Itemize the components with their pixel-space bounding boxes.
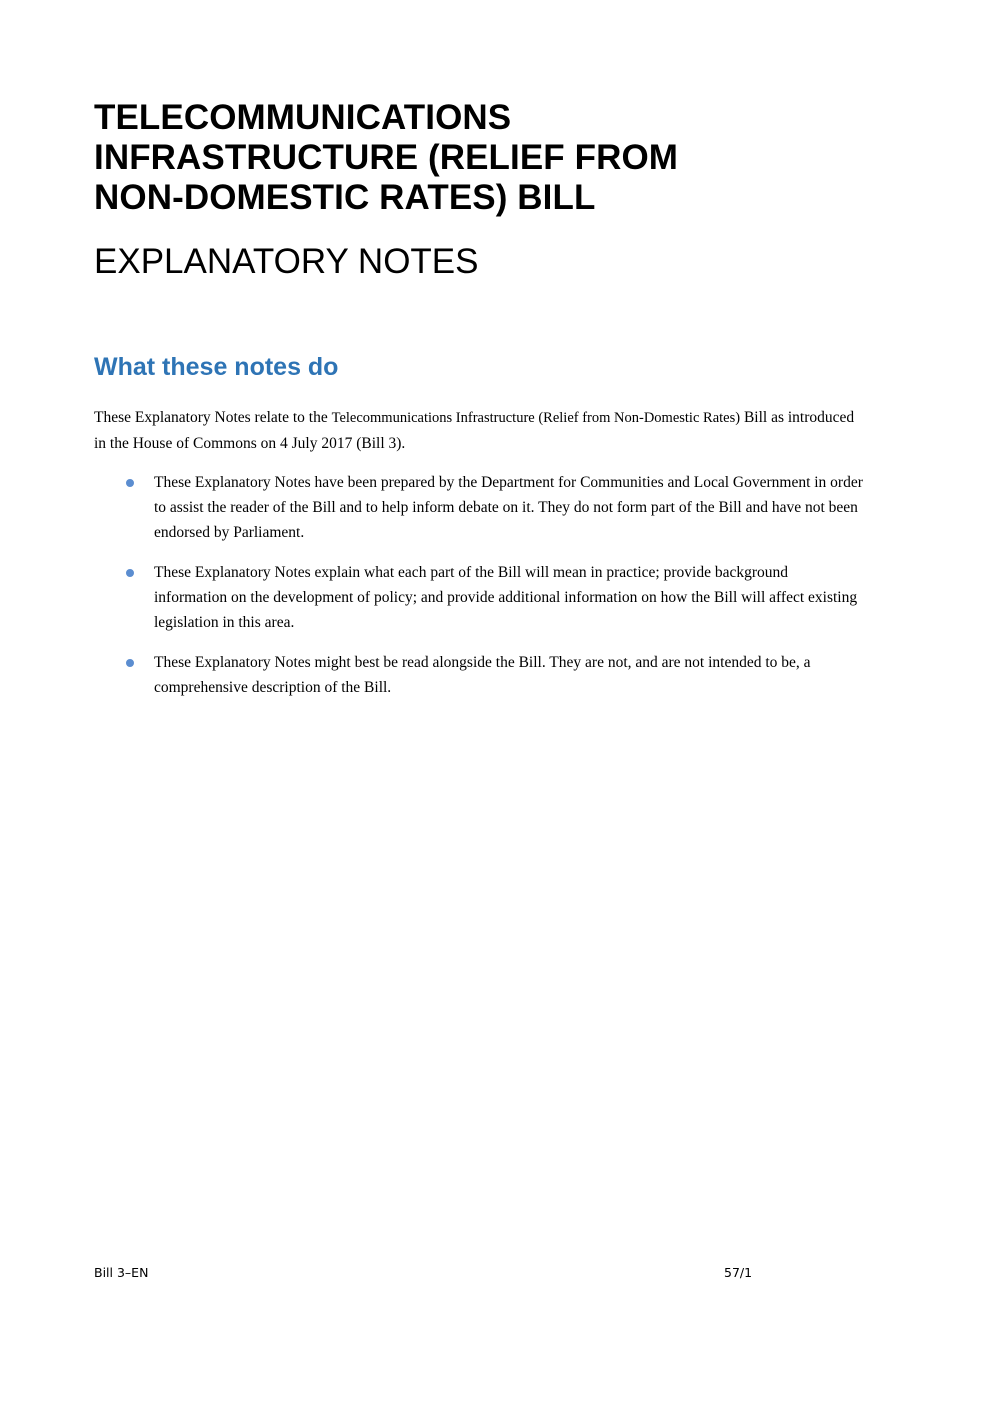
bill-title-line: INFRASTRUCTURE (RELIEF FROM [94, 138, 679, 177]
intro-text: These Explanatory Notes relate to the [94, 409, 332, 426]
list-item [124, 650, 864, 700]
bill-name-text: Telecommunications Infrastructure (Relief from Non-Domestic Rates) [331, 410, 741, 426]
bullet-dot-icon [126, 569, 134, 577]
footer-print-number: 57/1 [724, 1265, 753, 1280]
intro-text: Bill as introduced in the House of Commons on 4 July 2017 (Bill 3). [94, 409, 855, 452]
list-item-text: These Explanatory Notes have been prepared by the Department for Communities and Local Government in order to assist the reader of the Bill and to help inform debate on it. They do not form part of the Bill and have not been endorsed by Parliament. [154, 474, 863, 541]
list-item-text: These Explanatory Notes might best be read alongside the Bill. They are not, and are not intended to be, a comprehensive description of the Bill. [154, 654, 811, 696]
bullet-dot-icon [126, 659, 134, 667]
intro-paragraph [94, 405, 864, 456]
bullet-list [124, 470, 864, 715]
bill-title-line: NON-DOMESTIC RATES) BILL [94, 178, 596, 217]
list-item [124, 470, 864, 545]
bullet-dot-icon [126, 479, 134, 487]
section-heading: What these notes do [94, 353, 339, 381]
footer-bill-reference: Bill 3–EN [94, 1265, 149, 1280]
bill-title-line: TELECOMMUNICATIONS [94, 98, 512, 137]
document-subtitle: EXPLANATORY NOTES [94, 242, 479, 281]
list-item-text: These Explanatory Notes explain what each part of the Bill will mean in practice; provide background information on the development of policy; and provide additional information on how the Bill will affect existing legislation in this area. [154, 564, 858, 631]
bill-title [94, 98, 814, 218]
list-item [124, 560, 864, 635]
